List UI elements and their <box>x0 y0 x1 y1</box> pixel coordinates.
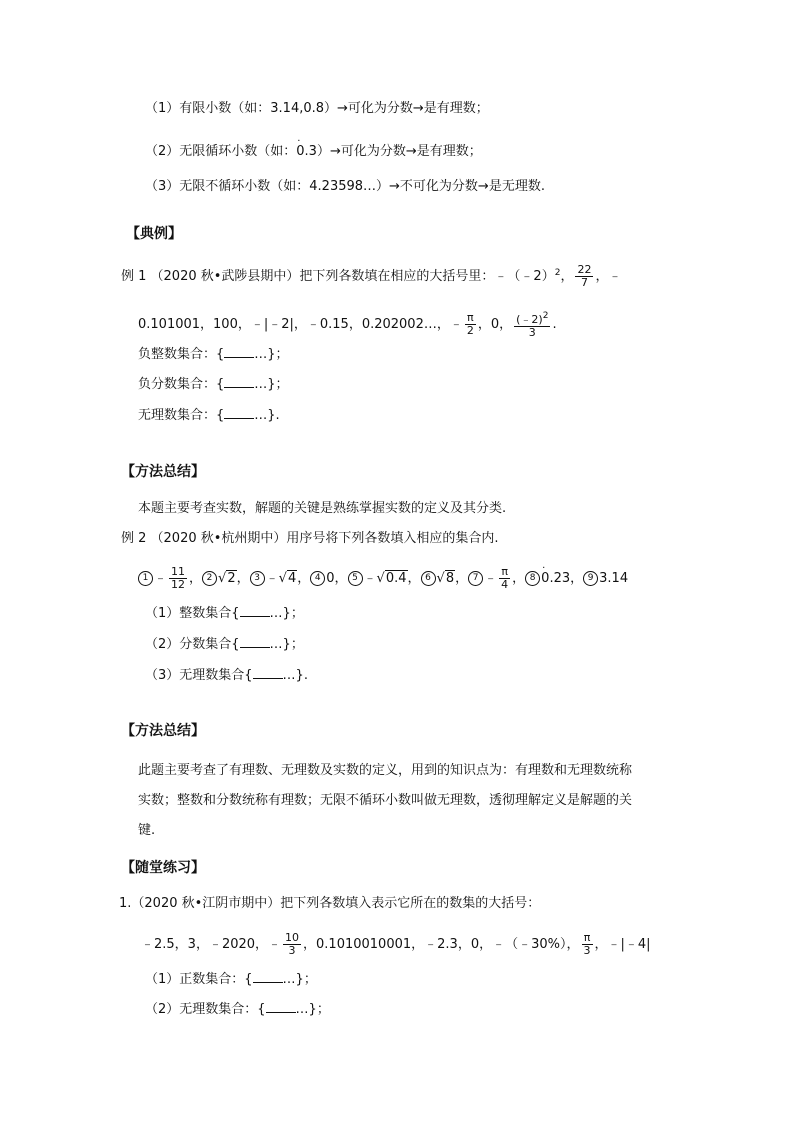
practice-set-1 <box>145 970 317 989</box>
frac-num: 10 <box>285 931 300 944</box>
example2-set-3 <box>145 666 308 685</box>
fraction-pi-2 <box>465 312 476 337</box>
radicand: 8 <box>445 571 455 586</box>
set-label: （3）无理数集合{ <box>145 668 253 683</box>
example2-items: 1 ﹣ $\frac{11}{12}$ ， 2 √2， 3 ﹣√4， 4 0， 5 ﹣√0.4， 6 √8， 7 ﹣ $\frac{\pi}{4}$ ， 8· 0.23， 9 3.14 <box>138 566 628 591</box>
answer-blank[interactable] <box>224 375 254 388</box>
practice-title: 【随堂练习】 <box>121 860 205 876</box>
frac-den: 4 <box>501 578 509 591</box>
intro-line-3: （3）无限不循环小数（如：4.23598…）→不可化为分数→是无理数. <box>145 179 545 194</box>
sqrt-2: √2 <box>218 571 236 586</box>
radicand: 0.4 <box>385 571 407 586</box>
radicand: 2 <box>227 571 236 586</box>
set-label: （1）正数集合：{ <box>145 972 253 987</box>
example1-set-2 <box>138 375 289 394</box>
example1-end: . <box>552 317 557 332</box>
practice-header: 1.（2020 秋•江阴市期中）把下列各数填入表示它所在的数集的大括号： <box>119 896 541 911</box>
example2-set-2 <box>145 635 304 654</box>
practice-set-2 <box>145 1000 330 1019</box>
set-close: …}； <box>254 377 289 392</box>
frac-num: π <box>499 566 510 579</box>
example1-tail: ，﹣ <box>595 269 622 284</box>
frac-den: 12 <box>171 578 186 591</box>
frac-den: 3 <box>288 944 296 957</box>
practice-numbers <box>141 932 651 957</box>
method-summary-1-title: 【方法总结】 <box>121 464 205 480</box>
fraction-22-7 <box>575 264 593 289</box>
fraction-pi-4 <box>499 566 510 591</box>
set-close: …}； <box>269 637 304 652</box>
fraction-neg2sq-3 <box>514 310 550 339</box>
repeating-decimal: · 0.3 <box>296 143 317 161</box>
fraction-pi-3 <box>582 932 593 957</box>
item-number: 6 <box>421 571 436 586</box>
example2-set-1 <box>145 604 304 623</box>
item-number: 7 <box>468 571 483 586</box>
example1-set-3 <box>138 406 280 425</box>
frac-num-base: (﹣2) <box>516 313 543 326</box>
last-number: 3.14 <box>599 571 629 586</box>
exponent: 2 <box>554 268 561 278</box>
method-summary-2-line-3: 键. <box>138 823 156 838</box>
sqrt-4: √4 <box>278 571 297 586</box>
set-close: …}； <box>295 1002 330 1017</box>
set-label: 无理数集合：{ <box>138 408 225 423</box>
method-summary-2-line-1: 此题主要考查了有理数、无理数及实数的定义，用到的知识点为：有理数和无理数统称 <box>138 763 633 778</box>
frac-num: 11 <box>171 565 186 578</box>
method-summary-2-title: 【方法总结】 <box>121 723 205 739</box>
intro-line-1: （1）有限小数（如：3.14,0.8）→可化为分数→是有理数； <box>145 101 489 116</box>
sqrt-0-4: √0.4 <box>376 571 407 586</box>
practice-numbers-c: ，﹣|﹣4| <box>594 937 651 952</box>
set-label: （1）整数集合{ <box>145 606 240 621</box>
set-close: …}； <box>254 347 289 362</box>
item-number: 5 <box>348 571 363 586</box>
fraction-10-3 <box>283 932 301 957</box>
frac-den: 3 <box>528 326 536 339</box>
fraction-11-12 <box>169 566 187 591</box>
frac-den: 3 <box>583 944 591 957</box>
item-number: 8 <box>525 571 540 586</box>
frac-num: 22 <box>577 263 592 276</box>
answer-blank[interactable] <box>253 666 283 679</box>
repeating-decimal: · 0.23 <box>541 570 570 588</box>
set-label: （2）无理数集合：{ <box>145 1002 266 1017</box>
frac-den: 2 <box>466 324 474 337</box>
frac-num: π <box>465 312 476 325</box>
practice-numbers-a: ﹣2.5，3，﹣2020，﹣ <box>141 937 282 952</box>
answer-blank[interactable] <box>240 604 270 617</box>
intro-line-2 <box>145 143 482 161</box>
example1-header-text: 例 1 （2020 秋•武陟县期中）把下列各数填在相应的大括号里：﹣（﹣2） <box>121 269 555 284</box>
frac-num: π <box>582 932 593 945</box>
set-close: …}. <box>282 668 308 683</box>
section-example-title: 【典例】 <box>126 226 182 242</box>
item-number: 2 <box>202 571 217 586</box>
method-summary-2-line-2: 实数；整数和分数统称有理数；无限不循环小数叫做无理数，透彻理解定义是解题的关 <box>138 793 633 808</box>
answer-blank[interactable] <box>266 1000 296 1013</box>
exponent: 2 <box>542 311 549 321</box>
set-close: …}； <box>282 972 317 987</box>
example1-line2-a: 0.101001，100，﹣|﹣2|，﹣0.15，0.202002…，﹣ <box>138 317 463 332</box>
set-label: 负整数集合：{ <box>138 347 225 362</box>
set-label: （2）分数集合{ <box>145 637 240 652</box>
item-number: 4 <box>310 571 325 586</box>
set-close: …}； <box>269 606 304 621</box>
set-label: 负分数集合：{ <box>138 377 225 392</box>
example1-line2 <box>138 310 557 339</box>
item-number: 3 <box>250 571 265 586</box>
item-number: 1 <box>138 571 153 586</box>
example1-header: 例 1 （2020 秋•武陟县期中）把下列各数填在相应的大括号里：﹣（﹣2）$^2$， $\frac{22}{7}$ ，﹣ <box>121 263 622 289</box>
frac-den: 7 <box>580 276 588 289</box>
example1-line2-b: ，0， <box>477 317 513 332</box>
answer-blank[interactable] <box>253 970 283 983</box>
frac-num <box>514 310 550 327</box>
radicand: 4 <box>287 571 297 586</box>
zero: 0 <box>326 571 335 586</box>
item-number: 9 <box>583 571 598 586</box>
practice-numbers-b: ，0.1010010001，﹣2.3，0，﹣（﹣30%）， <box>303 937 580 952</box>
example1-set-1 <box>138 345 289 364</box>
answer-blank[interactable] <box>224 406 254 419</box>
answer-blank[interactable] <box>240 635 270 648</box>
example2-header: 例 2 （2020 秋•杭州期中）用序号将下列各数填入相应的集合内. <box>121 531 499 546</box>
intro-line-2-c: ）→可化为分数→是有理数； <box>316 144 482 159</box>
set-close: …}. <box>254 408 280 423</box>
intro-line-2-a: （2）无限循环小数（如： <box>145 144 297 159</box>
method-summary-1-text: 本题主要考查实数，解题的关键是熟练掌握实数的定义及其分类. <box>138 501 507 516</box>
answer-blank[interactable] <box>224 345 254 358</box>
sqrt-8: √8 <box>436 571 455 586</box>
